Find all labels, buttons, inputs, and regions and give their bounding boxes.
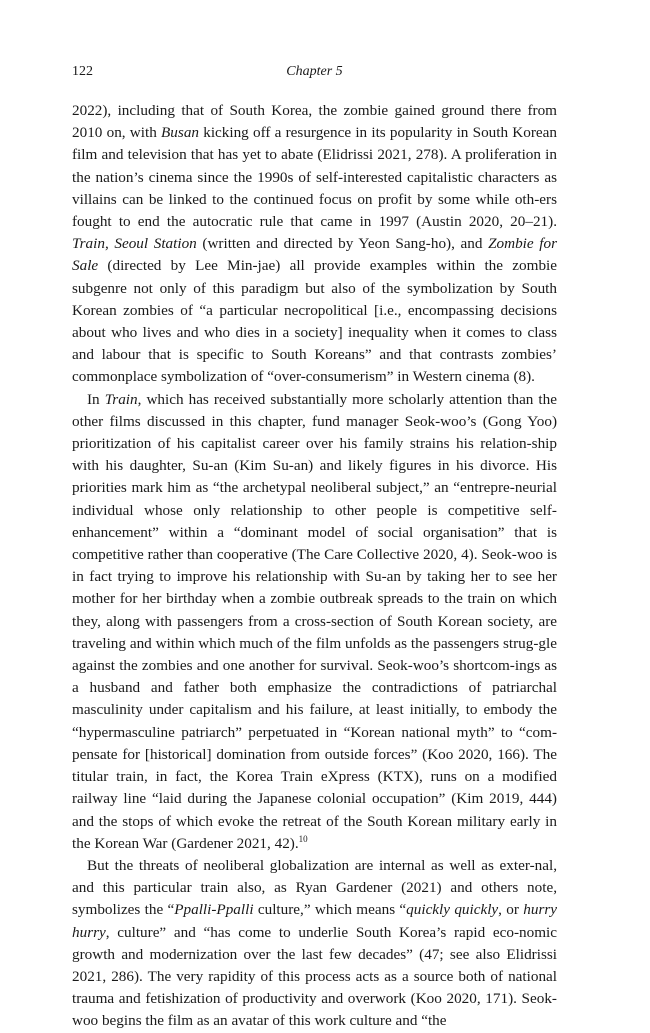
- italic-text: Busan: [161, 124, 199, 142]
- italic-text: Ppalli-Ppalli: [174, 901, 254, 919]
- text-run: , which has received substantially more scholarly attention than the other films discussed in this chapter, fund manager Seok-woo’s (Gong Yoo) prioritization of his capitalist career over his family strains his relation-ship with his daughter, Su-an (Kim Su-an) and likely figures in his divorce. His priorities mark him as “the archetypal neoliberal subject,” an “entrepre-neurial individual whose only relationship to other people is competitive self-enhancement” within a “dominant model of social organisation” that is competitive rather than cooperative (The Care Collective 2020, 4). Seok-woo is in fact trying to improve his relationship with Su-an by taking her to see her mother for her birthday when a zombie outbreak spreads to the train on which they, along with passengers from a cross-section of South Korean society, are traveling and within which much of the film unfolds as the passengers strug-gle against the zombies and one another for survival. Seok-woo’s shortcom-ings as a husband and father both emphasize the contradictions of patriarchal masculinity under capitalism and his failure, at least initially, to embody the “hypermasculine patriarch” perpetuated in “Korean national myth” to “com-pensate for [historical] domination from outside forces” (Koo 2020, 166). The titular train, in fact, the Korea Train eXpress (KTX), runs on a modified railway line “laid during the Japanese colonial occupation” (Kim 2019, 444) and the stops of which evoke the retreat of the South Korean military early in the Korean War (Gardener 2021, 42).: [72, 390, 557, 852]
- italic-text: Zombie for Sale: [72, 235, 557, 275]
- text-run: But the threats of neoliberal globalization are internal as well as exter-nal, and this particular train also, as Ryan Gardener (2021) and others note, symbolizes the “: [72, 856, 557, 919]
- italic-text: Seoul Station: [114, 235, 197, 253]
- italic-text: Train: [104, 390, 138, 408]
- paragraph: [72, 389, 557, 855]
- text-run: culture,” which means “: [253, 901, 407, 919]
- running-head: [72, 64, 557, 90]
- page-number: 122: [72, 64, 93, 79]
- text-run: , culture” and “has come to underlie South Korea’s rapid eco-nomic growth and modernization over the last few decades” (47; see also Elidrissi 2021, 286). The very rapidity of this process acts as a source both of national trauma and fetishization of productivity and overwork (Koo 2020, 171). Seok-woo begins the film as an avatar of this work culture and “the: [72, 923, 557, 1030]
- body-text: [72, 100, 557, 1033]
- chapter-title: Chapter 5: [286, 64, 343, 79]
- text-run: In: [87, 390, 105, 408]
- text-run: , or: [498, 901, 524, 919]
- book-page: [72, 64, 557, 1033]
- italic-text: hurry hurry: [72, 901, 557, 941]
- italic-text: quickly quickly: [406, 901, 499, 919]
- text-run: 2022), including that of South Korea, the zombie gained ground there from 2010 on, with: [72, 102, 557, 142]
- footnote-marker: 10: [298, 833, 308, 844]
- text-run: (written and directed by Yeon Sang-ho), and: [196, 235, 489, 253]
- text-run: (directed by Lee Min-jae) all provide examples within the zombie subgenre not only of this paradigm but also of the symbolization by South Korean zombies of “a particular necropolitical [i.e., encompassing decisions about who lives and who dies in a society] inequality when it comes to class and labour that is specific to South Koreans” and that contrasts zombies’ commonplace symbolization of “over-consumerism” in Western cinema (8).: [72, 257, 557, 386]
- paragraph: [72, 855, 557, 1033]
- text-run: kicking off a resurgence in its popularity in South Korean film and television that has yet to abate (Elidrissi 2021, 278). A proliferation in the nation’s cinema since the 1990s of self-interested capitalistic characters as villains can be linked to the continued focus on profit by some while oth-ers fought to end the autocratic rule that came in 1997 (Austin 2020, 20–21).: [72, 124, 557, 231]
- italic-text: Train: [72, 235, 105, 253]
- text-run: ,: [104, 235, 115, 253]
- paragraph: [72, 100, 557, 389]
